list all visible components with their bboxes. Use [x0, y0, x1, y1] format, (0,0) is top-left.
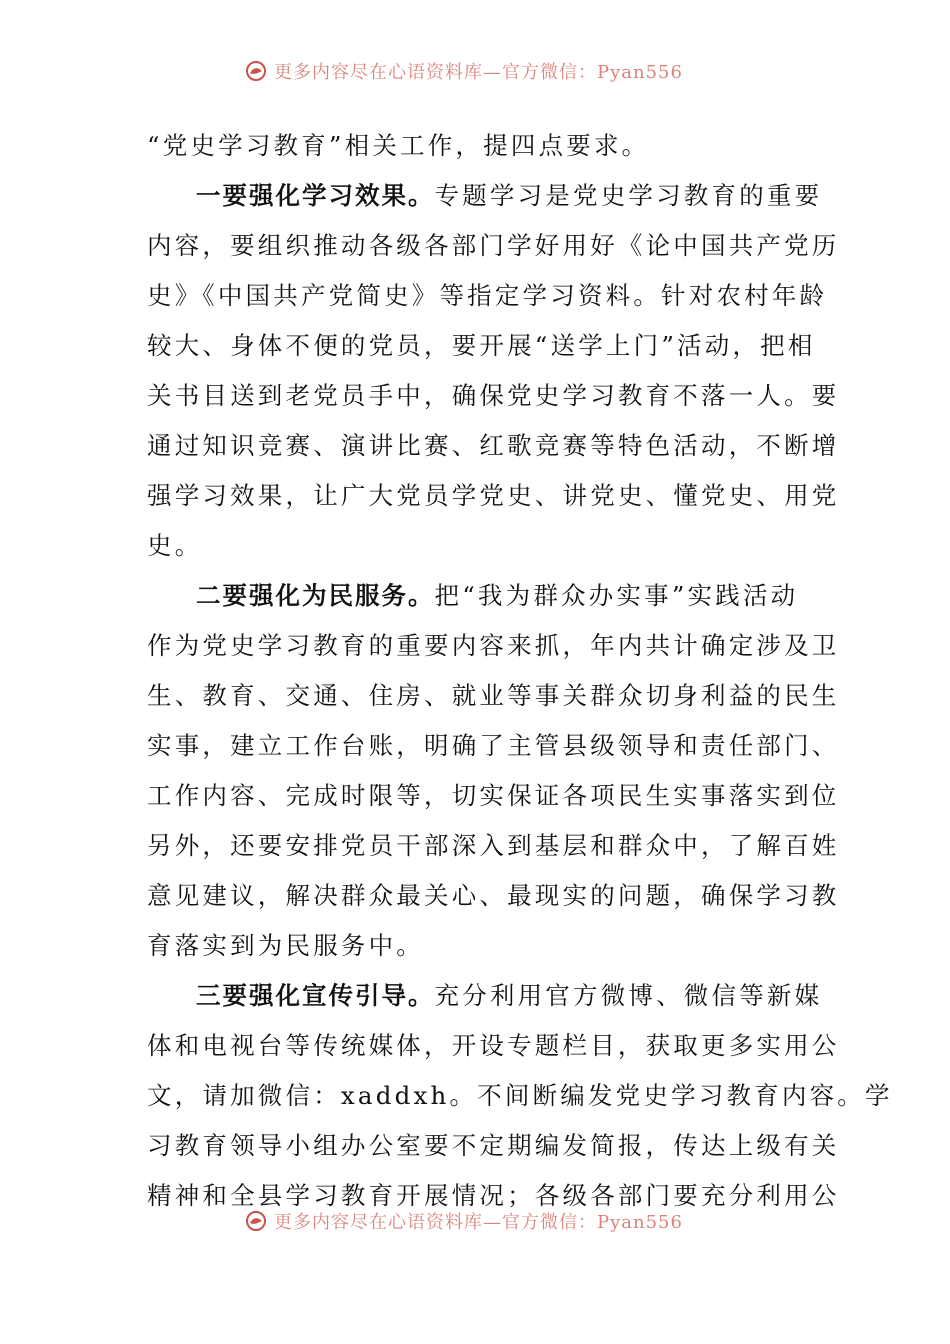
watermark-logo-icon — [244, 59, 268, 83]
watermark-text: 更多内容尽在心语资料库—官方微信：Pyan556 — [274, 62, 683, 83]
text-line: 意见建议，解决群众最关心、最现实的问题，确保学习教 — [147, 881, 840, 910]
text-line: “党史学习教育”相关工作，提四点要求。 — [147, 131, 650, 160]
text-line: 习教育领导小组办公室要不定期编发简报，传达上级有关 — [147, 1131, 840, 1160]
heading-3: 三要强化宣传引导。 — [196, 981, 435, 1010]
text-line: 精神和全县学习教育开展情况；各级各部门要充分利用公 — [147, 1181, 840, 1210]
heading-2: 二要强化为民服务。 — [196, 581, 435, 610]
paragraph-2-first-line — [147, 571, 807, 621]
paragraph-1-first-line — [147, 171, 823, 221]
text-line: 另外，还要安排党员干部深入到基层和群众中，了解百姓 — [147, 831, 840, 860]
text-line: 育落实到为民服务中。 — [147, 931, 424, 960]
text-line: 作为党史学习教育的重要内容来抓，年内共计确定涉及卫 — [147, 631, 840, 660]
watermark-header — [244, 58, 724, 84]
text-line: 专题学习是党史学习教育的重要 — [434, 181, 823, 210]
heading-1: 一要强化学习效果。 — [196, 181, 435, 210]
text-line: 通过知识竞赛、演讲比赛、红歌竞赛等特色活动，不断增 — [147, 431, 840, 460]
paragraph-3-first-line — [147, 971, 823, 1021]
text-line: 内容，要组织推动各级各部门学好用好《论中国共产党历 — [147, 231, 840, 260]
text-line: 文，请加微信：xaddxh。不间断编发党史学习教育内容。学 — [147, 1081, 893, 1110]
text-line: 史》《中国共产党简史》等指定学习资料。针对农村年龄 — [147, 281, 828, 310]
document-body — [147, 121, 893, 1221]
text-line: 强学习效果，让广大党员学党史、讲党史、懂党史、用党 — [147, 481, 840, 510]
watermark-footer — [244, 1208, 724, 1234]
watermark-text: 更多内容尽在心语资料库—官方微信：Pyan556 — [274, 1212, 683, 1233]
text-line: 实事，建立工作台账，明确了主管县级领导和责任部门、 — [147, 731, 840, 760]
text-line: 体和电视台等传统媒体，开设专题栏目，获取更多实用公 — [147, 1031, 840, 1060]
text-line: 生、教育、交通、住房、就业等事关群众切身利益的民生 — [147, 681, 840, 710]
watermark-logo-icon — [244, 1209, 268, 1233]
text-line: 把“我为群众办实事”实践活动 — [434, 581, 799, 610]
text-line: 充分利用官方微博、微信等新媒 — [434, 981, 823, 1010]
text-line: 史。 — [147, 531, 203, 560]
text-line: 较大、身体不便的党员，要开展“送学上门”活动，把相 — [147, 331, 816, 360]
text-line: 关书目送到老党员手中，确保党史学习教育不落一人。要 — [147, 381, 840, 410]
text-line: 工作内容、完成时限等，切实保证各项民生实事落实到位 — [147, 781, 840, 810]
